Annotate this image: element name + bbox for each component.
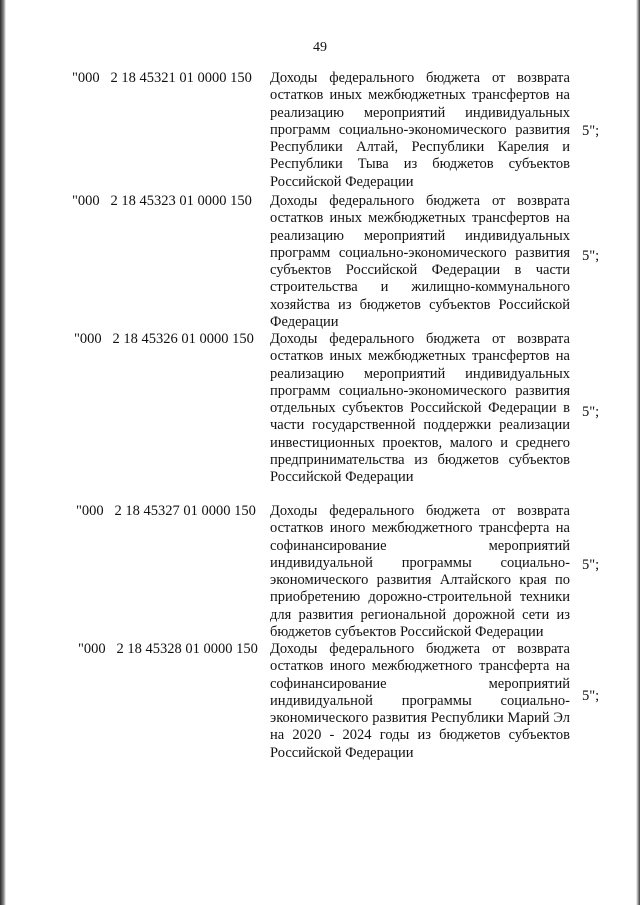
budget-description: Доходы федерального бюджета от возврата остатков иных межбюджетных трансфертов на реализацию мероприятий индивидуальных программ социально-экономического развития отдельных субъектов Российской Федерации в части государственной поддержки реализации инвестиционных проектов, малого и среднего предпринимательства из бюджетов субъектов Российской Федерации xyxy=(270,331,570,486)
budget-description: Доходы федерального бюджета от возврата остатков иного межбюджетного трансферта на софинансирование мероприятий индивидуальной программы социально-экономического развития Алтайского края по приобретению дорожно-строительной техники для развития региональной дорожной сети из бюджетов субъектов Российской Федерации xyxy=(270,503,570,641)
entry-tail: 5"; xyxy=(582,248,600,264)
budget-code: "000 2 18 45328 01 0000 150 xyxy=(78,641,258,657)
entry-tail: 5"; xyxy=(582,557,600,573)
page-number: 49 xyxy=(313,40,327,55)
budget-description: Доходы федерального бюджета от возврата остатков иного межбюджетного трансферта на софинансирование мероприятий индивидуальной программы социально-экономического развития Республики Марий Эл на 2020 - 2024 годы из бюджетов субъектов Российской Федерации xyxy=(270,641,570,761)
budget-code: "000 2 18 45323 01 0000 150 xyxy=(72,193,252,209)
entry-tail: 5"; xyxy=(582,688,600,704)
entry-tail: 5"; xyxy=(582,404,600,420)
budget-description: Доходы федерального бюджета от возврата остатков иных межбюджетных трансфертов на реализацию мероприятий индивидуальных программ социально-экономического развития субъектов Российской Федерации в части строительства и жилищно-коммунального хозяйства из бюджетов субъектов Российской Федерации xyxy=(270,193,570,331)
scan-edge-right xyxy=(636,0,640,905)
scan-edge-left xyxy=(0,0,6,905)
budget-code: "000 2 18 45326 01 0000 150 xyxy=(74,331,254,347)
entry-tail: 5"; xyxy=(582,123,600,139)
budget-code: "000 2 18 45321 01 0000 150 xyxy=(72,70,252,86)
budget-code: "000 2 18 45327 01 0000 150 xyxy=(76,503,256,519)
budget-description: Доходы федерального бюджета от возврата остатков иных межбюджетных трансфертов на реализацию мероприятий индивидуальных программ социально-экономического развития Республики Алтай, Республики Карелия и Республики Тыва из бюджетов субъектов Российской Федерации xyxy=(270,70,570,190)
